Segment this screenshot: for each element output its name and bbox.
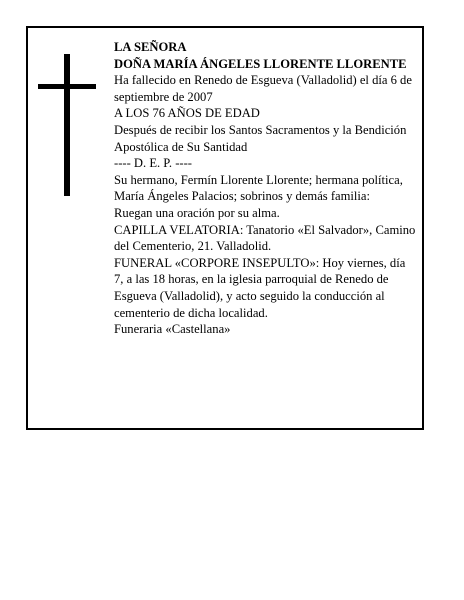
death-place-date: Ha fallecido en Renedo de Esgueva (Valladolid) el día 6 de septiembre de 2007 [114, 73, 412, 104]
heading-title: LA SEÑORA [114, 40, 187, 54]
chapel-info: CAPILLA VELATORIA: Tanatorio «El Salvador», Camino del Cementerio, 21. Valladolid. [114, 222, 416, 254]
obituary-text [114, 39, 416, 338]
deceased-name: DOÑA MARÍA ÁNGELES LLORENTE LLORENTE [114, 56, 407, 71]
funeral-home: Funeraria «Castellana» [114, 322, 231, 337]
age-line: A LOS 76 AÑOS DE EDAD [114, 106, 260, 121]
cross-icon-bar [38, 84, 96, 89]
family-line: Su hermano, Fermín Llorente Llorente; hermana política, María Ángeles Palacios; sobrinos y demás familia: [114, 172, 403, 204]
prayer-request: Ruegan una oración por su alma. [114, 205, 280, 220]
sacraments-line: Después de recibir los Santos Sacramentos y la Bendición Apostólica de Su Santidad [114, 122, 407, 154]
cross-icon [64, 54, 70, 196]
rip-line: ---- D. E. P. ---- [114, 156, 192, 171]
funeral-info: FUNERAL «CORPORE INSEPULTO»: Hoy viernes, día 7, a las 18 horas, en la iglesia parroquial de Renedo de Esgueva (Valladolid), y acto seguido la conducción al cementerio de dicha localidad. [114, 255, 406, 320]
